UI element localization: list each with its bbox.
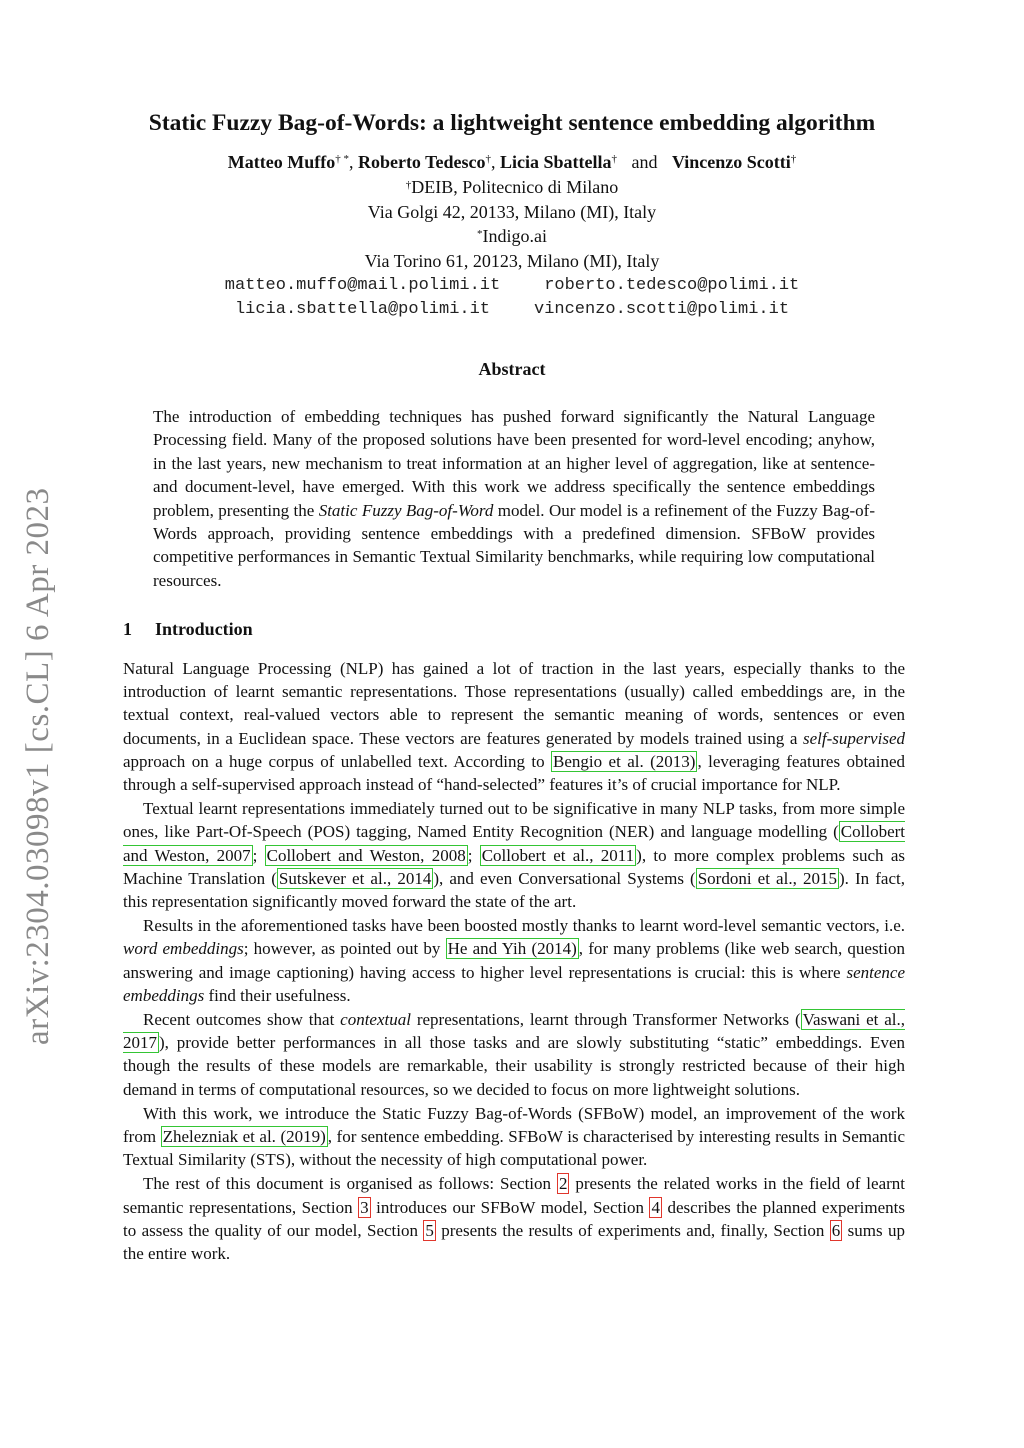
section-ref-link[interactable]: 3 <box>360 1197 369 1217</box>
email-link[interactable]: licia.sbattella@polimi.it <box>234 300 490 319</box>
citation-link[interactable]: Collobert et al., 2011 <box>481 845 635 865</box>
paragraph: Results in the aforementioned tasks have been boosted mostly thanks to learnt word-level semantic vectors, i.e. word embeddings; however, as pointed out by He and Yih (2014) , for many problems (like web search, question answering and image captioning) having access to higher level representations is crucial: this is where sentence embeddings find their usefulness. <box>123 916 906 1005</box>
section-ref-link[interactable]: 6 <box>831 1220 841 1240</box>
arxiv-identifier-stamp: arXiv:2304.03098v1 [cs.CL] 6 Apr 2023 <box>20 487 56 1045</box>
citation-link[interactable]: Zhelezniak et al. (2019) <box>162 1127 326 1147</box>
citation-link[interactable]: Bengio et al. (2013) <box>553 751 696 771</box>
author-mark: † <box>485 153 491 165</box>
citation-link[interactable]: Vaswani et al., 2017 <box>123 1010 905 1053</box>
author-mark: † <box>790 153 797 165</box>
email-link[interactable]: matteo.muffo@mail.polimi.it <box>224 276 501 295</box>
citation-link[interactable]: He and Yih (2014) <box>447 939 577 959</box>
affiliation-2-address: Via Torino 61, 20123, Milano (MI), Italy <box>364 251 660 271</box>
affiliation-1: †DEIB, Politecnico di Milano <box>405 177 619 197</box>
email-row-2 <box>0 298 1024 322</box>
citation-link[interactable]: Collobert and Weston, 2008 <box>266 845 466 865</box>
paragraph: With this work, we introduce the Static Fuzzy Bag-of-Words (SFBoW) model, an improvement of the work from Zhelezniak et al. (2019) , for sentence embedding. SFBoW is characterised by interesting results in Semantic Textual Similarity (STS), without the necessity of high computational power. <box>123 1103 905 1170</box>
introduction-body <box>123 657 905 1265</box>
affiliation-2: *Indigo.ai <box>477 226 547 246</box>
citation-link[interactable]: Sordoni et al., 2015 <box>697 868 837 888</box>
paragraph: Textual learnt representations immediately turned out to be significative in many NLP tasks, from more simple ones, like Part-Of-Speech (POS) tagging, Named Entity Recognition (NER) and language modelling ( Collobert and Weston, 2007 ; Collobert and Weston, 2008 ; Collobert et al., 2011 ), to more complex problems such as Machine Translation ( Sutskever et al., 2014 ), and even Conversational Systems ( Sordoni et al., 2015 ). In fact, this representation significantly moved forward the state of the art. <box>123 799 905 912</box>
section-number: 1 <box>123 619 132 639</box>
email-link[interactable]: vincenzo.scotti@polimi.it <box>534 300 790 319</box>
section-ref-link[interactable]: 2 <box>558 1174 568 1194</box>
author-mark: † <box>611 153 617 165</box>
paper-title: Static Fuzzy Bag-of-Words: a lightweight sentence embedding algorithm <box>148 110 876 136</box>
citation-link[interactable]: Collobert and Weston, 2007 <box>123 822 905 865</box>
section-ref-link[interactable]: 5 <box>425 1220 434 1240</box>
affiliation-1-address: Via Golgi 42, 20133, Milano (MI), Italy <box>367 202 657 222</box>
author-conjunction: and <box>631 152 658 172</box>
paragraph: Natural Language Processing (NLP) has gained a lot of traction in the last years, especially thanks to the introduction of learnt semantic representations. Those representations (usually) called embeddings are, in the textual context, real-valued vectors able to represent the semantic meaning of words, sentences or even documents, in a Euclidean space. These vectors are features generated by models trained using a self-supervised approach on a huge corpus of unlabelled text. According to Bengio et al. (2013) , leveraging features obtained through a self-supervised approach instead of “hand-selected” features it’s of crucial importance for NLP. <box>123 659 905 795</box>
author-name: Vincenzo Scotti <box>671 152 791 172</box>
paragraph: Recent outcomes show that contextual representations, learnt through Transformer Networks ( Vaswani et al., 2017 ), provide better performances in all those tasks and are slowly substituting “static” embeddings. Even though the results of these models are remarkable, their usability is strongly restricted because of their high demand in terms of computational resources, so we decided to focus on more lightweight solutions. <box>123 1010 905 1099</box>
section-ref-link[interactable]: 4 <box>651 1197 660 1217</box>
abstract-body: The introduction of embedding techniques has pushed forward significantly the Natural Language Processing field. Many of the proposed solutions have been presented for word-level encoding; anyhow, in the last years, new mechanism to treat information at an higher level of aggregation, like at sentence- and document-level, have emerged. With this work we address specifically the sentence embeddings problem, presenting the Static Fuzzy Bag-of-Word model. Our model is a refinement of the Fuzzy Bag-of-Words approach, providing sentence embeddings with a predefined dimension. SFBoW provides competitive performances in Semantic Textual Similarity benchmarks, while requiring low computational resources. <box>153 407 875 590</box>
citation-link[interactable]: Sutskever et al., 2014 <box>278 868 432 888</box>
author-name: Licia Sbattella <box>499 152 612 172</box>
author-name: Roberto Tedesco <box>357 152 486 172</box>
paragraph: The rest of this document is organised as follows: Section 2 presents the related works in the field of learnt semantic representations, Section 3 introduces our SFBoW model, Section 4 describes the planned experiments to assess the quality of our model, Section 5 presents the results of experiments and, finally, Section 6 sums up the entire work. <box>123 1174 905 1264</box>
section-title: Introduction <box>155 619 253 639</box>
section-heading <box>123 617 253 641</box>
abstract-heading: Abstract <box>478 359 546 379</box>
author-name: Matteo Muffo <box>227 152 336 172</box>
email-row-1 <box>0 274 1024 298</box>
author-list: Matteo Muffo† *, Roberto Tedesco†, Licia Sbattella† and Vincenzo Scotti† <box>227 152 797 172</box>
author-mark: † * <box>335 153 349 165</box>
email-link[interactable]: roberto.tedesco@polimi.it <box>544 276 800 295</box>
